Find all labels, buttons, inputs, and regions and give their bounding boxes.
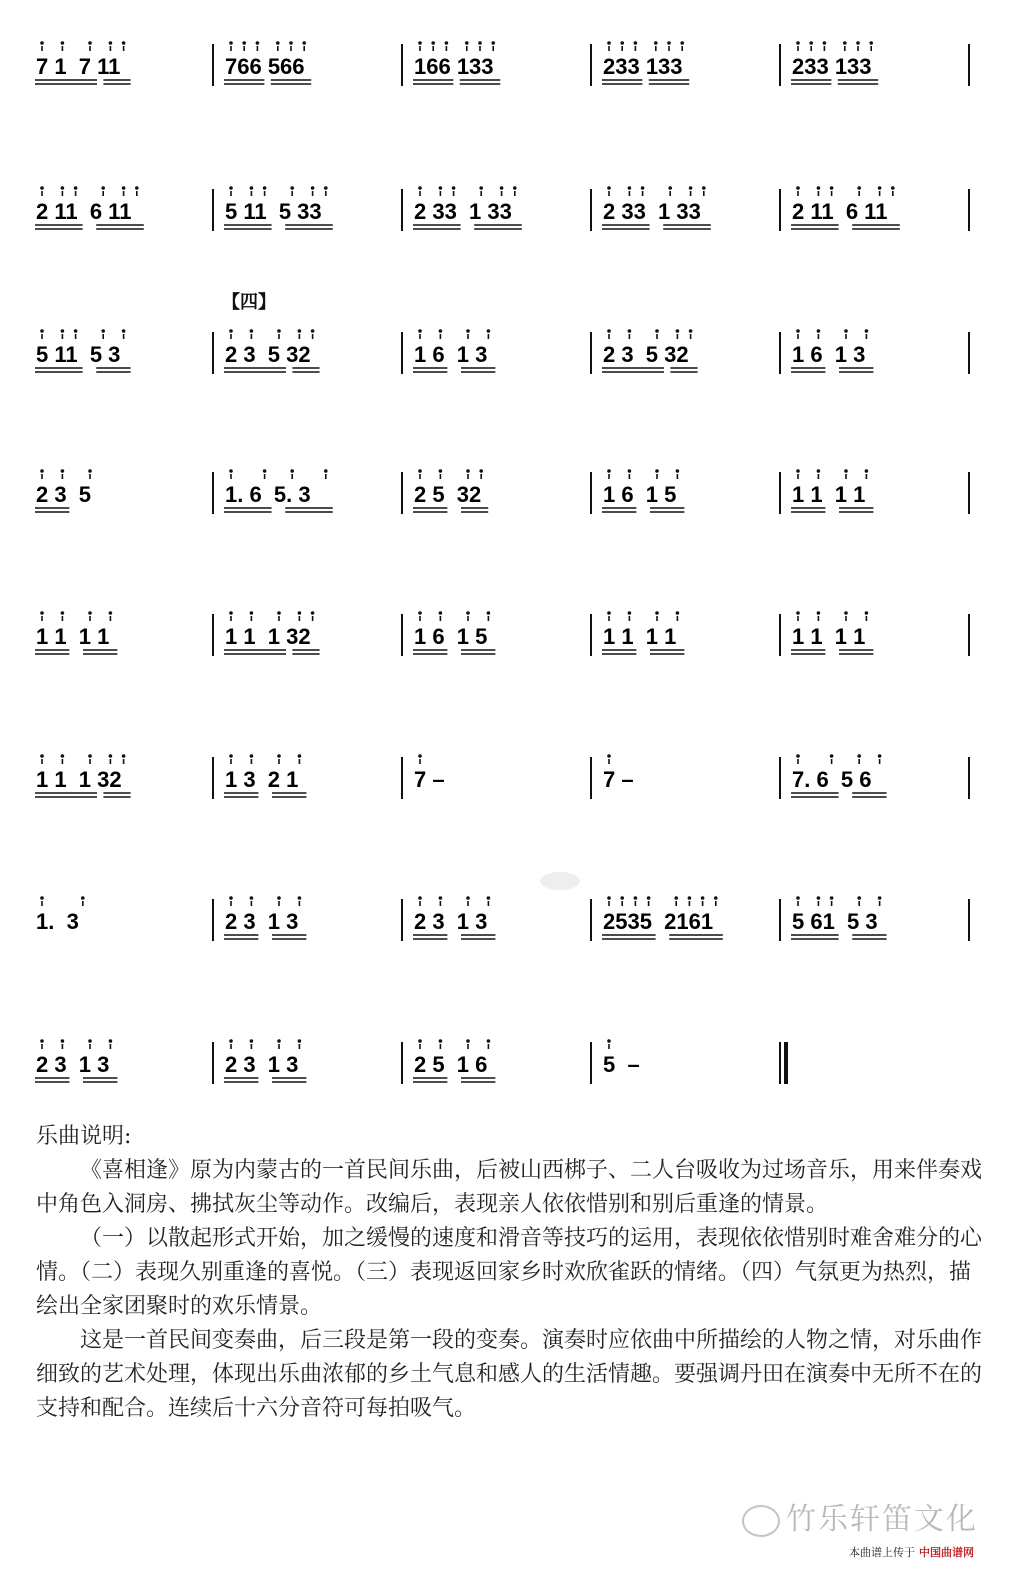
- octave-dot: [607, 1039, 611, 1043]
- octave-dot: [817, 469, 821, 473]
- octave-dot: [229, 611, 233, 615]
- octave-dot: [680, 41, 684, 45]
- octave-dot: [263, 186, 267, 190]
- octave-dot: [61, 186, 65, 190]
- octave-dot: [689, 186, 693, 190]
- measure: [35, 329, 131, 372]
- measure-notes: 2 3 1 3: [225, 909, 299, 934]
- measure: [602, 611, 684, 654]
- octave-dot: [81, 896, 85, 900]
- measure: [224, 41, 311, 84]
- measure-notes: 1 1 1 1: [792, 482, 866, 507]
- measure: [35, 611, 117, 654]
- octave-dot: [500, 186, 504, 190]
- octave-dot: [311, 611, 315, 615]
- measure-notes: 2 33 1 33: [603, 199, 701, 224]
- octave-dot: [702, 186, 706, 190]
- measure: [602, 329, 698, 372]
- octave-dot: [452, 186, 456, 190]
- measure: [602, 896, 723, 939]
- measure-notes: 233 133: [603, 54, 683, 79]
- octave-dot: [607, 41, 611, 45]
- octave-dot: [676, 329, 680, 333]
- octave-dot: [439, 469, 443, 473]
- measure-notes: 2 5 1 6: [414, 1052, 488, 1077]
- octave-dot: [290, 469, 294, 473]
- octave-dot: [843, 41, 847, 45]
- octave-dot: [40, 611, 44, 615]
- watermark-text: 竹乐轩笛文化: [786, 1502, 978, 1537]
- measure: [791, 41, 878, 84]
- octave-dot: [667, 41, 671, 45]
- octave-dot: [607, 754, 611, 758]
- measure: [35, 41, 131, 84]
- measure-notes: 2 33 1 33: [414, 199, 512, 224]
- octave-dot: [431, 41, 435, 45]
- octave-dot: [628, 186, 632, 190]
- octave-dot: [620, 896, 624, 900]
- measure: [224, 186, 333, 229]
- octave-dot: [865, 329, 869, 333]
- octave-dot: [478, 41, 482, 45]
- measure: [224, 754, 306, 797]
- octave-dot: [809, 41, 813, 45]
- octave-dot: [844, 469, 848, 473]
- octave-dot: [109, 1039, 113, 1043]
- octave-dot: [418, 754, 422, 758]
- measure: [413, 611, 495, 654]
- octave-dot: [311, 186, 315, 190]
- octave-dot: [466, 1039, 470, 1043]
- octave-dot: [830, 754, 834, 758]
- octave-dot: [276, 41, 280, 45]
- footer-site: 中国曲谱网: [919, 1546, 974, 1559]
- measure-notes: 2 3 5 32: [225, 342, 311, 367]
- octave-dot: [466, 611, 470, 615]
- score-row: [28, 458, 978, 538]
- octave-dot: [324, 469, 328, 473]
- measure: [791, 611, 873, 654]
- octave-dot: [796, 611, 800, 615]
- octave-dot: [88, 41, 92, 45]
- octave-dot: [88, 754, 92, 758]
- octave-dot: [250, 611, 254, 615]
- octave-dot: [817, 186, 821, 190]
- measure: [35, 469, 92, 512]
- octave-dot: [250, 754, 254, 758]
- measure: [36, 896, 85, 934]
- octave-dot: [61, 611, 65, 615]
- octave-dot: [277, 896, 281, 900]
- measure-notes: 1 1 1 32: [225, 624, 311, 649]
- description-heading: 乐曲说明:: [36, 1124, 132, 1149]
- octave-dot: [857, 754, 861, 758]
- measure-notes: 7. 6 5 6: [792, 767, 872, 792]
- octave-dot: [40, 1039, 44, 1043]
- octave-dot: [674, 896, 678, 900]
- score-row: [28, 1028, 978, 1108]
- measure: [791, 469, 873, 512]
- octave-dot: [445, 41, 449, 45]
- octave-dot: [714, 896, 718, 900]
- measure-notes: 1 1 1 1: [792, 624, 866, 649]
- octave-dot: [689, 329, 693, 333]
- octave-dot: [634, 41, 638, 45]
- octave-dot: [466, 469, 470, 473]
- score-row: [28, 30, 978, 110]
- octave-dot: [88, 611, 92, 615]
- measure-notes: 1 6 1 5: [414, 624, 488, 649]
- octave-dot: [513, 186, 517, 190]
- octave-dot: [878, 896, 882, 900]
- octave-dot: [250, 1039, 254, 1043]
- measure-notes: 2 5 32: [414, 482, 482, 507]
- measure: [603, 1039, 640, 1077]
- octave-dot: [796, 329, 800, 333]
- octave-dot: [290, 186, 294, 190]
- octave-dot: [439, 329, 443, 333]
- octave-dot: [878, 186, 882, 190]
- octave-dot: [466, 896, 470, 900]
- octave-dot: [40, 469, 44, 473]
- octave-dot: [250, 186, 254, 190]
- description-paragraph-2: （一）以散起形式开始，加之缓慢的速度和滑音等技巧的运用，表现依依惜别时难舍难分的心情。（二）表现久别重逢的喜悦。（三）表现返回家乡时欢欣雀跃的情绪。（四）气氛更为热烈，描绘出全家团聚时的欢乐情景。: [36, 1226, 983, 1319]
- measure: [413, 329, 495, 372]
- octave-dot: [628, 469, 632, 473]
- octave-dot: [298, 1039, 302, 1043]
- measure: [602, 186, 711, 229]
- measure-notes: 1. 3: [36, 909, 79, 934]
- octave-dot: [439, 611, 443, 615]
- octave-dot: [256, 41, 260, 45]
- octave-dot: [122, 186, 126, 190]
- octave-dot: [289, 41, 293, 45]
- octave-dot: [229, 896, 233, 900]
- octave-dot: [298, 896, 302, 900]
- octave-dot: [250, 896, 254, 900]
- octave-dot: [418, 1039, 422, 1043]
- octave-dot: [302, 41, 306, 45]
- footer-upload-text: 本曲谱上传于: [849, 1546, 915, 1559]
- octave-dot: [418, 611, 422, 615]
- octave-dot: [40, 186, 44, 190]
- octave-dot: [40, 41, 44, 45]
- octave-dot: [817, 611, 821, 615]
- measure-notes: 1 3 2 1: [225, 767, 299, 792]
- octave-dot: [229, 754, 233, 758]
- octave-dot: [135, 186, 139, 190]
- octave-dot: [324, 186, 328, 190]
- octave-dot: [109, 754, 113, 758]
- octave-dot: [796, 41, 800, 45]
- octave-dot: [634, 896, 638, 900]
- octave-dot: [668, 186, 672, 190]
- description-paragraph-1: 《喜相逢》原为内蒙古的一首民间乐曲，后被山西梆子、二人台吸收为过场音乐，用来伴奏戏中角色入洞房、拂拭灰尘等动作。改编后，表现亲人依依惜别和别后重逢的情景。: [36, 1158, 983, 1217]
- footer: [849, 1544, 974, 1560]
- measure: [224, 611, 320, 654]
- measure-notes: 2 3 5: [36, 482, 92, 507]
- octave-dot: [878, 754, 882, 758]
- octave-dot: [263, 469, 267, 473]
- measure-notes: 2 11 6 11: [792, 199, 888, 224]
- octave-dot: [628, 611, 632, 615]
- octave-dot: [676, 469, 680, 473]
- octave-dot: [61, 1039, 65, 1043]
- music-description: [36, 1120, 986, 1426]
- measure-notes: 5 11 5 33: [225, 199, 322, 224]
- measure-notes: 5 11 5 3: [36, 342, 121, 367]
- measure-notes: 233 133: [792, 54, 872, 79]
- measure-notes: 2 11 6 11: [36, 199, 132, 224]
- octave-dot: [479, 469, 483, 473]
- octave-dot: [857, 896, 861, 900]
- measure: [791, 329, 873, 372]
- measure: [791, 186, 900, 229]
- octave-dot: [654, 41, 658, 45]
- score-row: [28, 885, 978, 965]
- octave-dot: [40, 896, 44, 900]
- measure: [413, 469, 488, 512]
- octave-dot: [418, 329, 422, 333]
- octave-dot: [796, 896, 800, 900]
- octave-dot: [647, 896, 651, 900]
- measure-notes: 1 6 1 5: [603, 482, 677, 507]
- score-row: [28, 318, 978, 398]
- octave-dot: [844, 611, 848, 615]
- octave-dot: [418, 469, 422, 473]
- measure: [35, 754, 131, 797]
- octave-dot: [311, 329, 315, 333]
- measure-notes: 7 1 7 11: [36, 54, 121, 79]
- octave-dot: [823, 41, 827, 45]
- octave-dot: [487, 611, 491, 615]
- octave-dot: [487, 896, 491, 900]
- octave-dot: [607, 469, 611, 473]
- measure-notes: 1 6 1 3: [414, 342, 488, 367]
- measure: [791, 754, 887, 797]
- measure: [791, 896, 887, 939]
- octave-dot: [418, 896, 422, 900]
- octave-dot: [74, 329, 78, 333]
- octave-dot: [865, 469, 869, 473]
- measure-notes: 5 –: [603, 1052, 640, 1077]
- measure-notes: 2 3 1 3: [36, 1052, 110, 1077]
- octave-dot: [277, 754, 281, 758]
- octave-dot: [487, 329, 491, 333]
- octave-dot: [655, 329, 659, 333]
- octave-dot: [796, 469, 800, 473]
- measure-notes: 1. 6 5. 3: [225, 482, 311, 507]
- octave-dot: [101, 186, 105, 190]
- octave-dot: [418, 41, 422, 45]
- octave-dot: [61, 329, 65, 333]
- octave-dot: [250, 329, 254, 333]
- measure-notes: 766 566: [225, 54, 305, 79]
- octave-dot: [607, 611, 611, 615]
- octave-dot: [229, 469, 233, 473]
- octave-dot: [109, 41, 113, 45]
- measure-notes: 1 6 1 3: [792, 342, 866, 367]
- measure: [224, 1039, 306, 1082]
- octave-dot: [61, 754, 65, 758]
- octave-dot: [74, 186, 78, 190]
- octave-dot: [298, 754, 302, 758]
- measure: [224, 329, 320, 372]
- octave-dot: [857, 186, 861, 190]
- octave-dot: [844, 329, 848, 333]
- description-paragraph-3: 这是一首民间变奏曲，后三段是第一段的变奏。演奏时应依曲中所描绘的人物之情，对乐曲作细致的艺术处理，体现出乐曲浓郁的乡土气息和感人的生活情趣。要强调丹田在演奏中无所不在的支持和配合。连续后十六分音符可每拍吸气。: [36, 1328, 983, 1421]
- octave-dot: [891, 186, 895, 190]
- octave-dot: [869, 41, 873, 45]
- octave-dot: [277, 611, 281, 615]
- octave-dot: [298, 611, 302, 615]
- octave-dot: [607, 186, 611, 190]
- octave-dot: [796, 186, 800, 190]
- octave-dot: [620, 41, 624, 45]
- octave-dot: [796, 754, 800, 758]
- octave-dot: [101, 329, 105, 333]
- octave-dot: [607, 896, 611, 900]
- octave-dot: [676, 611, 680, 615]
- octave-dot: [655, 611, 659, 615]
- octave-dot: [298, 329, 302, 333]
- octave-dot: [487, 1039, 491, 1043]
- measure: [414, 754, 445, 792]
- measure-notes: 5 61 5 3: [792, 909, 878, 934]
- octave-dot: [61, 469, 65, 473]
- octave-dot: [817, 329, 821, 333]
- measure-notes: 2 3 1 3: [414, 909, 488, 934]
- octave-dot: [122, 41, 126, 45]
- octave-dot: [466, 329, 470, 333]
- measure-notes: 166 133: [414, 54, 494, 79]
- octave-dot: [865, 611, 869, 615]
- octave-dot: [641, 186, 645, 190]
- octave-dot: [40, 754, 44, 758]
- octave-dot: [277, 329, 281, 333]
- octave-dot: [242, 41, 246, 45]
- measure-notes: 1 1 1 1: [36, 624, 110, 649]
- measure-notes: 2535 2161: [603, 909, 714, 934]
- octave-dot: [229, 329, 233, 333]
- measure-notes: 1 1 1 32: [36, 767, 122, 792]
- octave-dot: [277, 1039, 281, 1043]
- octave-dot: [61, 41, 65, 45]
- octave-dot: [856, 41, 860, 45]
- octave-dot: [229, 1039, 233, 1043]
- measure-notes: 2 3 5 32: [603, 342, 689, 367]
- octave-dot: [229, 186, 233, 190]
- octave-dot: [830, 186, 834, 190]
- measure: [413, 186, 522, 229]
- octave-dot: [479, 186, 483, 190]
- measure: [35, 186, 144, 229]
- measure-notes: 1 1 1 1: [603, 624, 677, 649]
- measure: [35, 1039, 117, 1082]
- measure-notes: 7 –: [603, 767, 634, 792]
- section-marker: 【四】: [222, 292, 276, 313]
- octave-dot: [701, 896, 705, 900]
- octave-dot: [491, 41, 495, 45]
- measure: [224, 896, 306, 939]
- octave-dot: [88, 469, 92, 473]
- octave-dot: [439, 1039, 443, 1043]
- measure: [603, 754, 634, 792]
- octave-dot: [439, 896, 443, 900]
- score-row: [28, 175, 978, 255]
- measure: [413, 1039, 495, 1082]
- octave-dot: [109, 611, 113, 615]
- octave-dot: [122, 754, 126, 758]
- score-row: [28, 600, 978, 680]
- measure: [602, 41, 689, 84]
- wechat-icon: [742, 1505, 780, 1537]
- octave-dot: [817, 896, 821, 900]
- measure: [413, 896, 495, 939]
- octave-dot: [628, 329, 632, 333]
- measure: [602, 469, 684, 512]
- octave-dot: [607, 329, 611, 333]
- measure: [224, 469, 333, 512]
- octave-dot: [40, 329, 44, 333]
- octave-dot: [229, 41, 233, 45]
- octave-dot: [439, 186, 443, 190]
- measure-notes: 2 3 1 3: [225, 1052, 299, 1077]
- score-row: [28, 743, 978, 823]
- octave-dot: [688, 896, 692, 900]
- measure-notes: 7 –: [414, 767, 445, 792]
- octave-dot: [418, 186, 422, 190]
- octave-dot: [655, 469, 659, 473]
- watermark: [742, 1494, 978, 1538]
- octave-dot: [465, 41, 469, 45]
- octave-dot: [830, 896, 834, 900]
- octave-dot: [122, 329, 126, 333]
- measure: [413, 41, 500, 84]
- octave-dot: [88, 1039, 92, 1043]
